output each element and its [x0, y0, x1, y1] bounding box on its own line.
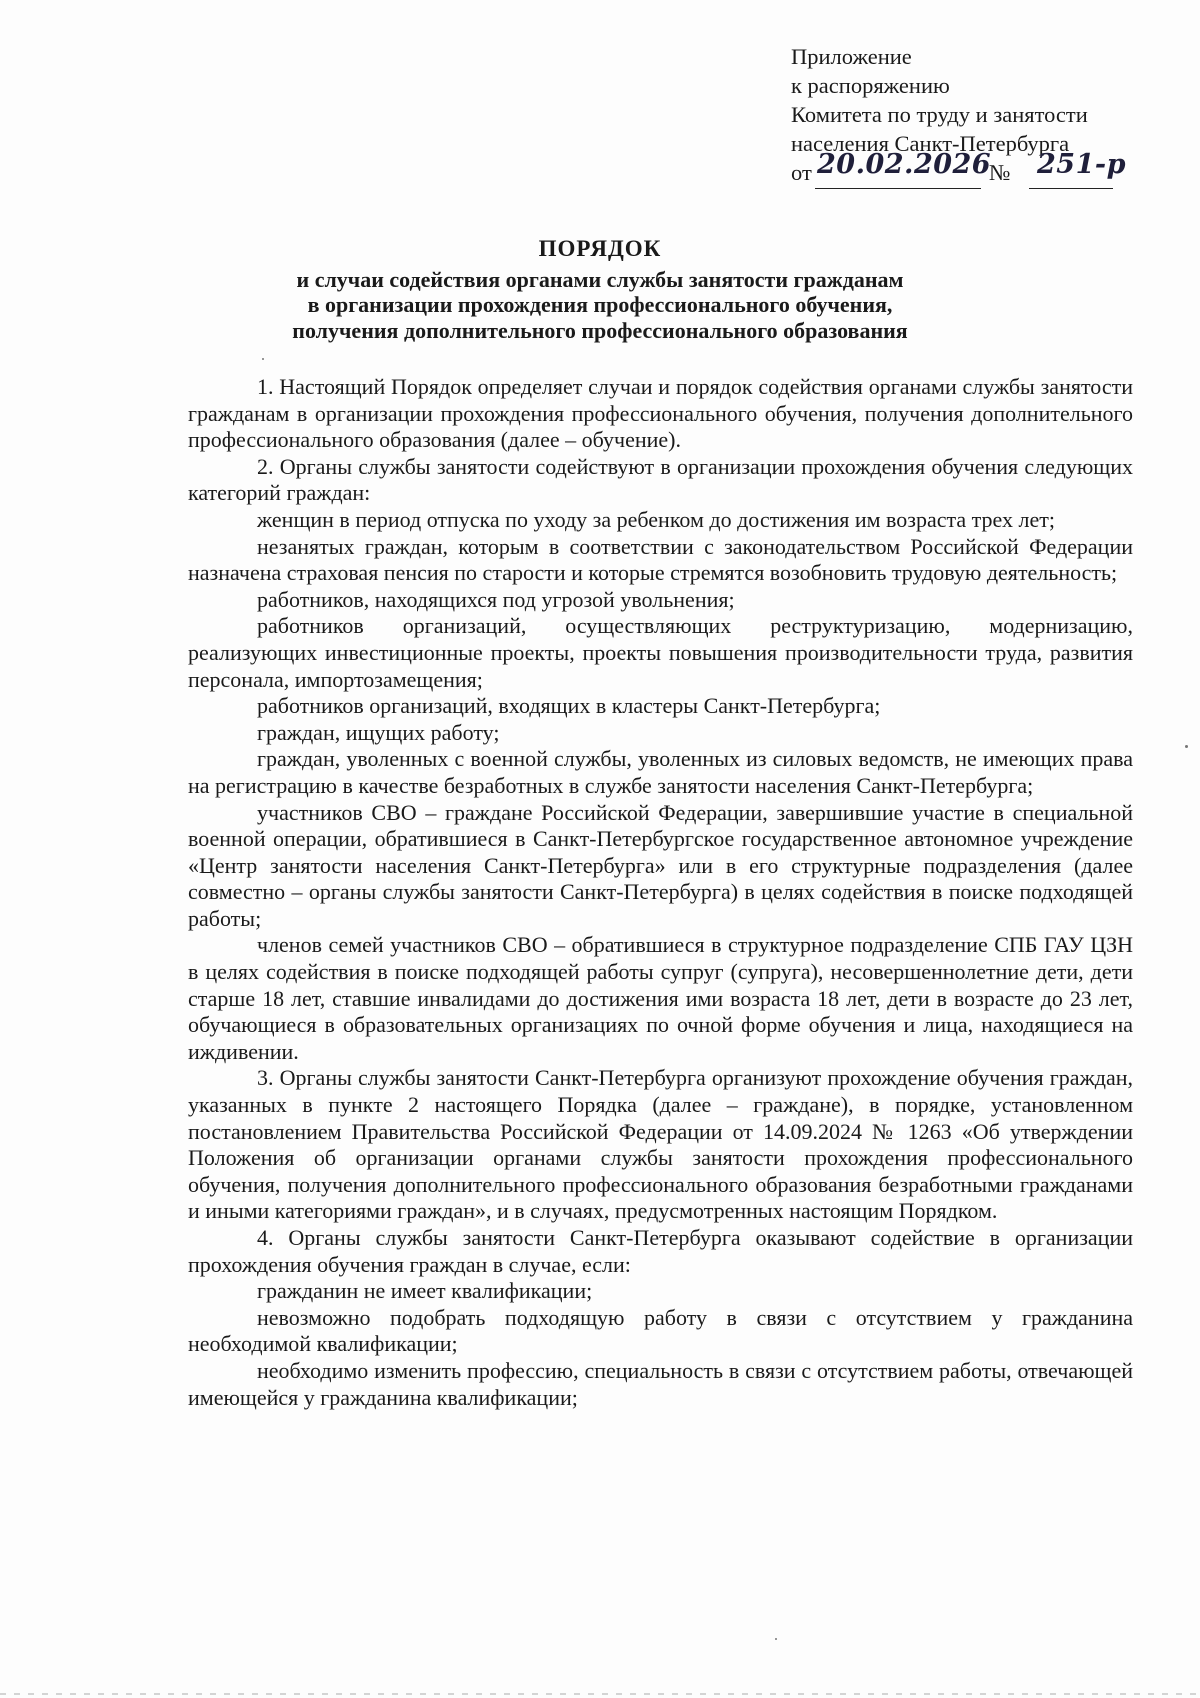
scan-speck [262, 358, 264, 360]
list-item: женщин в период отпуска по уходу за ребенком до достижения им возраста трех лет; [257, 506, 1055, 532]
scan-speck [1185, 745, 1188, 748]
approval-line-3: Комитета по труду и занятости [791, 102, 1088, 127]
title-main: ПОРЯДОК [538, 236, 662, 261]
handwritten-number: 251-р [1037, 149, 1126, 180]
list-item: необходимо изменить профессию, специальность в связи с отсутствием работы, отвечающей имеющейся у гражданина квалификации; [188, 1357, 1133, 1410]
list-item: гражданин не имеет квалификации; [257, 1278, 593, 1304]
list-item: работников организаций, входящих в кластеры Санкт-Петербурга; [257, 693, 881, 719]
title-line-3: получения дополнительного профессионального образования [292, 317, 908, 343]
list-item: граждан, ищущих работу; [257, 719, 500, 745]
approval-line-1: Приложение [791, 44, 912, 69]
list-item: работников организаций, осуществляющих реструктуризацию, модернизацию, реализующих инвестиционные проекты, проекты повышения производительности труда, развития персонала, импортозамещения; [188, 613, 1133, 692]
list-item: работников, находящихся под угрозой увольнения; [257, 586, 735, 612]
list-item: членов семей участников СВО – обратившиеся в структурное подразделение СПБ ГАУ ЦЗН в целях содействия в поиске подходящей работы супруг (супруга), несовершеннолетние дети, дети старше 18 лет, ставшие инвалидами до достижения ими возраста 18 лет, дети в возрасте до 23 лет, обучающиеся в образовательных организациях по очной форме обучения и лица, находящиеся на иждивении. [188, 932, 1133, 1064]
list-item: невозможно подобрать подходящую работу в связи с отсутствием у гражданина необходимой квалификации; [188, 1304, 1133, 1357]
title-line-1: и случаи содействия органами службы занятости гражданам [296, 266, 904, 292]
document-title [180, 236, 1020, 343]
paragraph: 1. Настоящий Порядок определяет случаи и порядок содействия органами службы занятости гражданам в организации прохождения профессионального обучения, получения дополнительного профессионального образования (далее – обучение). [188, 374, 1133, 453]
date-prefix: от [791, 160, 812, 185]
document-body [188, 374, 1133, 1411]
approval-line-4: населения Санкт-Петербурга [791, 131, 1070, 156]
scan-speck [775, 1638, 777, 1640]
paragraph: 4. Органы службы занятости Санкт-Петербурга оказывают содействие в организации прохождения обучения граждан в случае, если: [188, 1225, 1133, 1277]
list-item: граждан, уволенных с военной службы, уволенных из силовых ведомств, не имеющих права на регистрацию в качестве безработных в службе занятости населения Санкт-Петербурга; [188, 746, 1133, 798]
date-number-row [791, 149, 1151, 192]
paragraph: 3. Органы службы занятости Санкт-Петербурга организуют прохождение обучения граждан, указанных в пункте 2 настоящего Порядка (далее – граждане), в порядке, установленном постановлением Правительства Российской Федерации от 14.09.2024 № 1263 «Об утверждении Положения об организации органами службы занятости прохождения профессионального обучения, получения дополнительного профессионального образования безработными гражданами и иными категориями граждан», и в случаях, предусмотренных настоящим Порядком. [188, 1065, 1133, 1224]
date-underline [815, 188, 981, 189]
paragraph: 2. Органы службы занятости содействуют в организации прохождения обучения следующих категорий граждан: [188, 453, 1133, 506]
approval-block [791, 42, 1151, 192]
approval-line-2: к распоряжению [791, 73, 950, 98]
number-sign: № [989, 160, 1011, 185]
number-underline [1029, 188, 1113, 189]
title-line-2: в организации прохождения профессионального обучения, [307, 292, 893, 317]
handwritten-date: 20.02.2026 [817, 149, 992, 180]
list-item: незанятых граждан, которым в соответствии с законодательством Российской Федерации назначена страховая пенсия по старости и которые стремятся возобновить трудовую деятельность; [188, 533, 1133, 586]
list-item: участников СВО – граждане Российской Федерации, завершившие участие в специальной военной операции, обратившиеся в Санкт-Петербургское государственное автономное учреждение «Центр занятости населения Санкт-Петербурга» или в его структурные подразделения (далее совместно – органы службы занятости Санкт-Петербурга) в целях содействия в поиске подходящей работы; [188, 799, 1133, 931]
scan-edge-noise [0, 1693, 1200, 1695]
